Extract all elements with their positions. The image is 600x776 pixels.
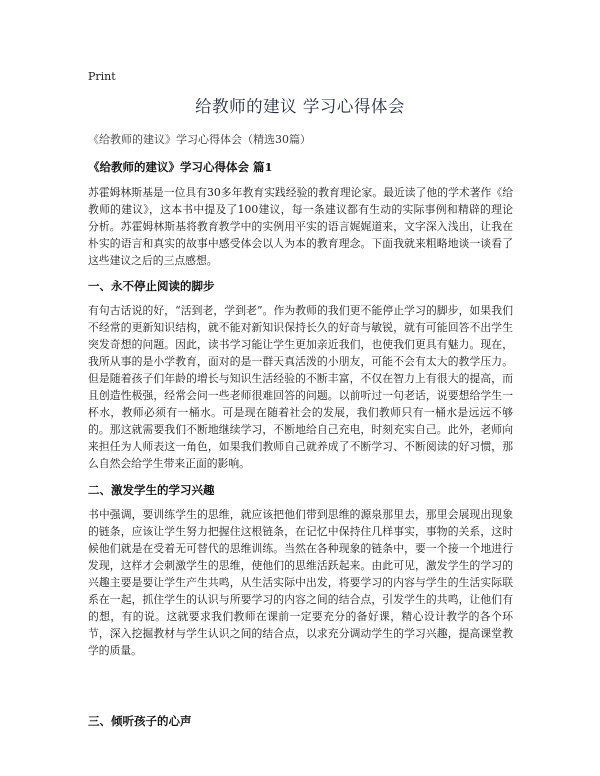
document-title: 给教师的建议 学习心得体会 bbox=[195, 97, 405, 116]
intro-paragraph: 苏霍姆林斯基是一位具有30多年教育实践经验的教育理论家。最近读了他的学术著作《给教师的建议》，这本书中提及了100建议，每一条建议都有生动的实际事例和精辟的理论分析。苏霍姆林斯基将教育教学中的实例用平实的语言娓娓道来，文字深入浅出，让我在朴实的语言和真实的故事中感受体会以人为本的教育理念。下面我就来粗略地谈一谈看了这些建议之后的三点感想。 bbox=[88, 186, 513, 267]
section-heading-3: 三、倾听孩子的心声 bbox=[88, 714, 192, 728]
section-body-2: 书中强调，要训练学生的思维，就应该把他们带到思维的源泉那里去，那里会展现出现象的链条，应该让学生努力把握住这根链条，在记忆中保持住几样事实，事物的关系，这时候他们就是在受着无可替代的思维训练。当然在各种现象的链条中，要一个接一个地进行发现，这样才会刺激学生的思维，使他们的思维活跃起来。由此可见，激发学生的学习的兴趣主要是要让学生产生共鸣，从生活实际中出发，将要学习的内容与学生的生活实际联系在一起，抓住学生的认识与所要学习的内容之间的结合点，引发学生的共鸣，让他们有的想，有的说。这就要求我们教师在课前一定要充分的备好课，精心设计教学的各个环节，深入挖掘教材与学生认识之间的结合点，以求充分调动学生的学习兴趣，提高课堂教学的质量。 bbox=[88, 508, 513, 657]
section-body-1: 有句古话说的好，“活到老，学到老”。作为教师的我们更不能停止学习的脚步，如果我们不经常的更新知识结构，就不能对新知识保持长久的好奇与敏锐，就有可能回答不出学生突发奇想的问题。因此，读书学习能让学生更加亲近我们，也使我们更具有魅力。现在，我所从事的是小学教育，面对的是一群天真活泼的小朋友，可能不会有太大的教学压力。但是随着孩子们年龄的增长与知识生活经验的不断丰富，不仅在智力上有很大的提高，而且创造性极强，经常会问一些老师很难回答的问题。以前听过一句老话，说要想给学生一杯水，教师必须有一桶水。可是现在随着社会的发展，我们教师只有一桶水是远远不够的。那这就需要我们不断地继续学习，不断地给自己充电，时刻充实自己。此外，老师向来担任为人师表这一角色，如果我们教师自己就养成了不断学习、不断阅读的好习惯，那么自然会给学生带来正面的影响。 bbox=[88, 304, 513, 470]
section-heading-2: 二、激发学生的学习兴趣 bbox=[88, 483, 215, 497]
section-heading-1: 一、永不停止阅读的脚步 bbox=[88, 279, 215, 293]
document-subtitle: 《给教师的建议》学习心得体会（精选30篇） bbox=[88, 133, 311, 146]
article-heading: 《给教师的建议》学习心得体会 篇1 bbox=[88, 160, 273, 174]
print-link[interactable]: Print bbox=[88, 70, 116, 83]
